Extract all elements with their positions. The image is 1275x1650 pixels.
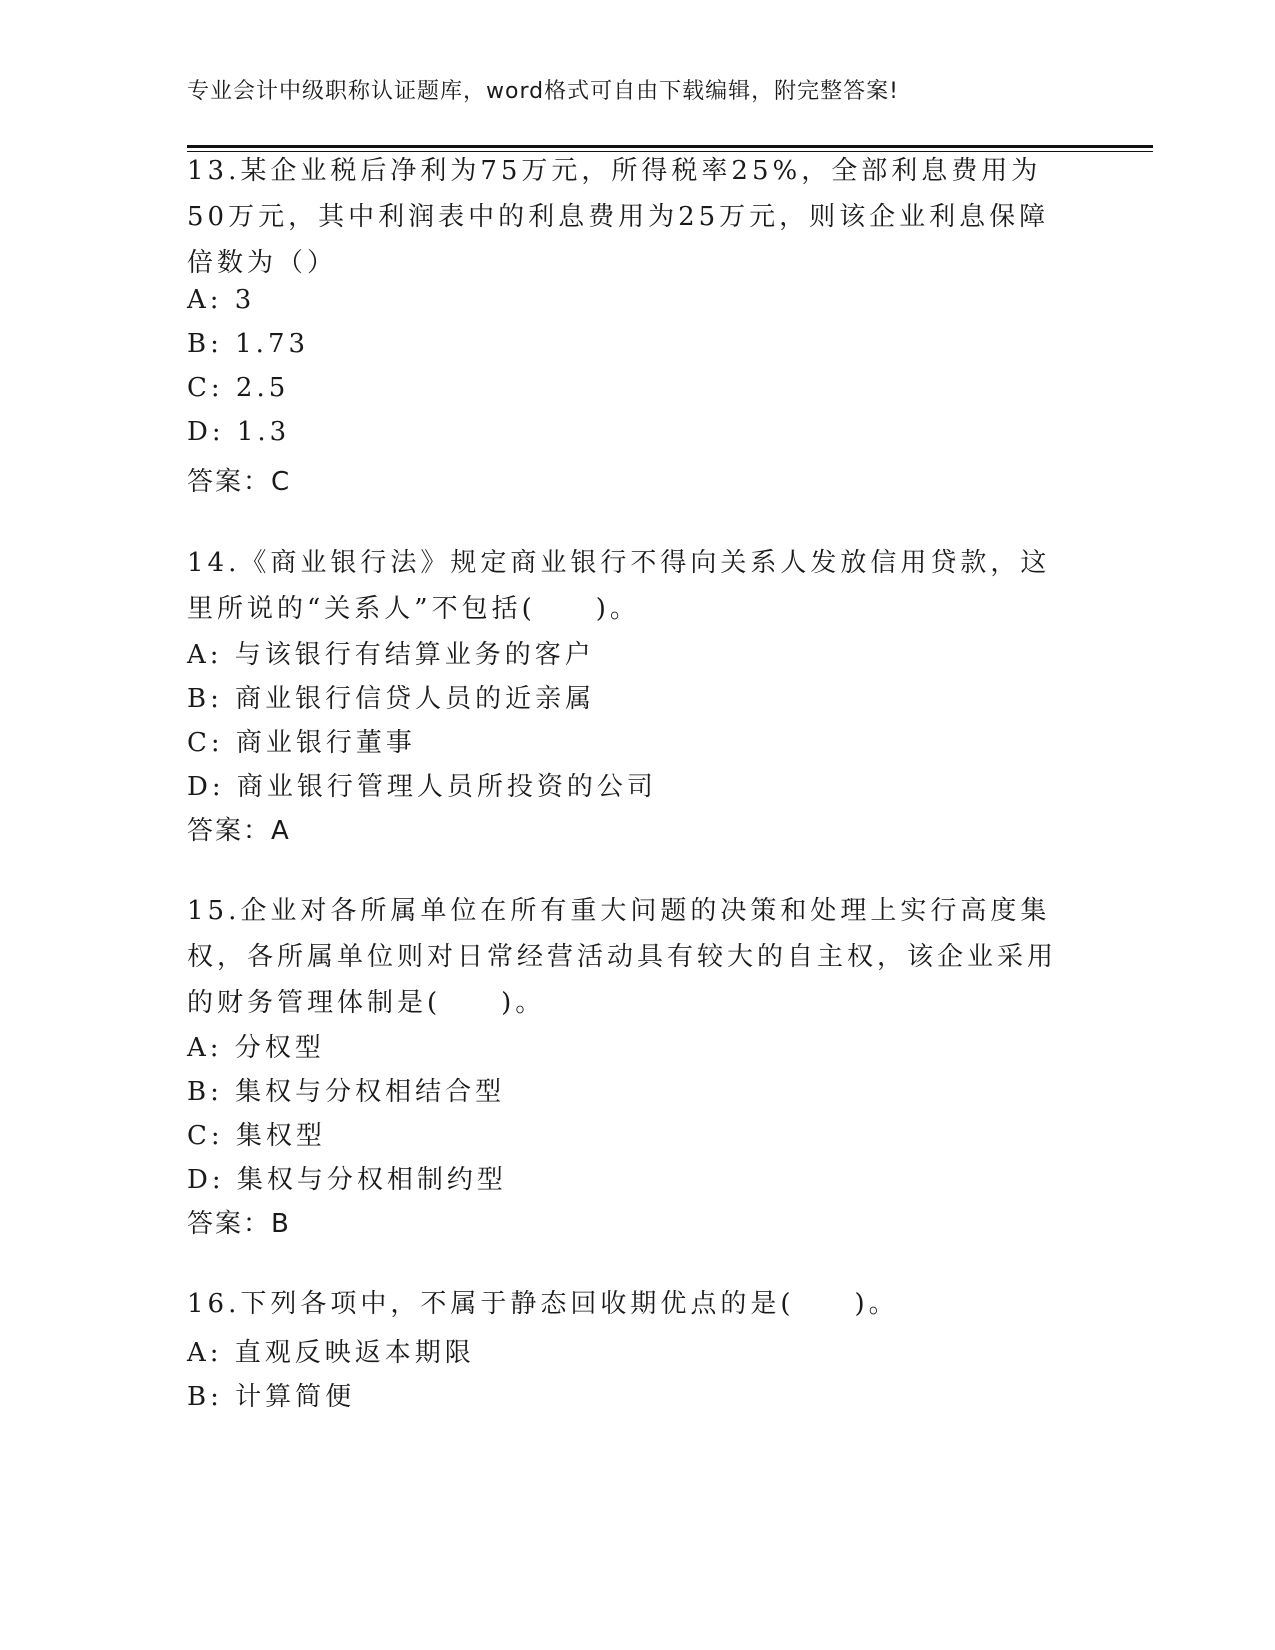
answer: 答案：A: [187, 816, 291, 846]
answer: 答案：C: [187, 467, 292, 497]
option-a: A: 3: [187, 285, 256, 315]
question-stem: 15.企业对各所属单位在所有重大问题的决策和处理上实行高度集权，各所属单位则对日常经营活动具有较大的自主权，该企业采用的财务管理体制是( )。: [187, 896, 1058, 1018]
option-d: D: 1.3: [187, 417, 291, 447]
option-b: B: 商业银行信贷人员的近亲属: [187, 684, 596, 714]
header-title: 专业会计中级职称认证题库，word格式可自由下载编辑，附完整答案!: [187, 79, 899, 104]
option-b: B: 集权与分权相结合型: [187, 1077, 506, 1107]
option-c: C: 商业银行董事: [187, 728, 416, 758]
option-b: B: 计算简便: [187, 1382, 356, 1412]
option-d: D: 集权与分权相制约型: [187, 1165, 507, 1195]
option-a: A: 分权型: [187, 1033, 325, 1063]
option-c: C: 2.5: [187, 373, 290, 403]
option-d: D: 商业银行管理人员所投资的公司: [187, 772, 657, 802]
option-a: A: 直观反映返本期限: [187, 1338, 475, 1368]
option-a: A: 与该银行有结算业务的客户: [187, 640, 595, 670]
question-stem: 14.《商业银行法》规定商业银行不得向关系人发放信用贷款，这里所说的“关系人”不包括( )。: [187, 548, 1051, 624]
question-stem: 13.某企业税后净利为75万元，所得税率25%，全部利息费用为50万元，其中利润表中的利息费用为25万元，则该企业利息保障倍数为（）: [187, 156, 1050, 278]
option-b: B: 1.73: [187, 329, 310, 359]
answer: 答案：B: [187, 1209, 291, 1239]
question-stem: 16.下列各项中，不属于静态回收期优点的是( )。: [187, 1289, 899, 1319]
option-c: C: 集权型: [187, 1121, 326, 1151]
